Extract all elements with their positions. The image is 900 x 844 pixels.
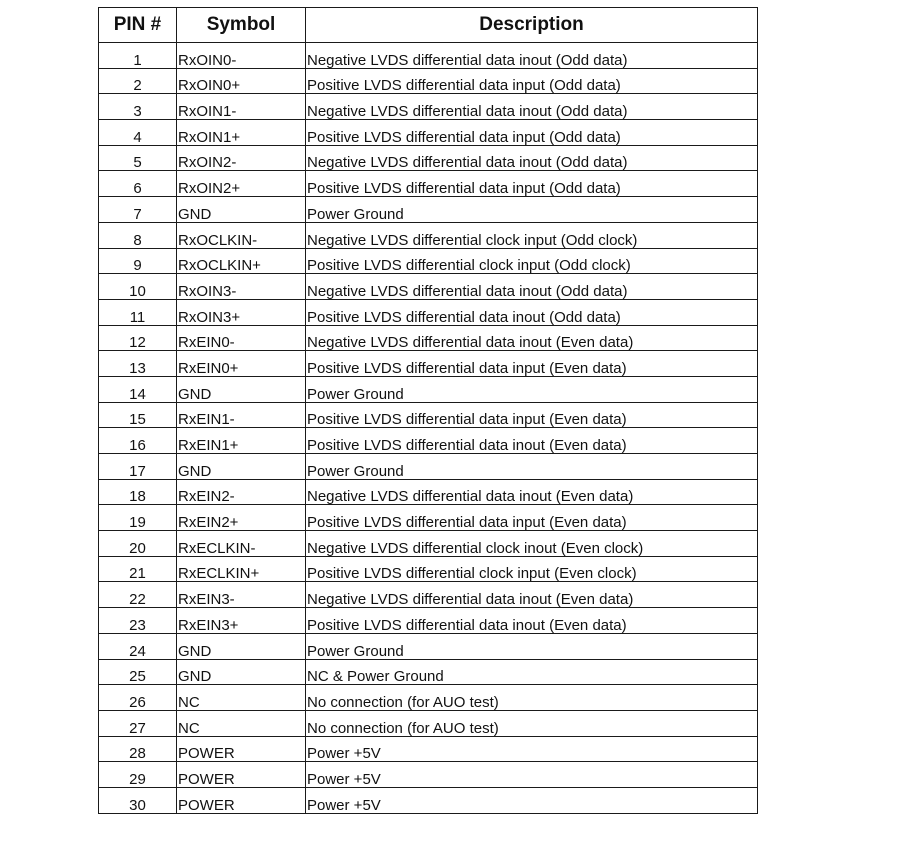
- table-row: [99, 248, 758, 274]
- pin-symbol: RxECLKIN-: [177, 531, 306, 557]
- header-symbol: Symbol: [177, 8, 306, 43]
- pin-description: Negative LVDS differential data inout (Even data): [306, 479, 758, 505]
- pin-description: Positive LVDS differential data inout (Even data): [306, 428, 758, 454]
- pin-description: Power Ground: [306, 376, 758, 402]
- header-row: [99, 8, 758, 43]
- table-row: [99, 659, 758, 685]
- pin-description: Negative LVDS differential data inout (Odd data): [306, 43, 758, 69]
- pin-number: 25: [99, 659, 177, 685]
- pin-description: Positive LVDS differential data input (Odd data): [306, 120, 758, 146]
- header-description: Description: [306, 8, 758, 43]
- table-row: [99, 402, 758, 428]
- pin-description: Positive LVDS differential data input (Odd data): [306, 171, 758, 197]
- pin-symbol: GND: [177, 659, 306, 685]
- pin-number: 28: [99, 736, 177, 762]
- table-row: [99, 505, 758, 531]
- table-row: [99, 325, 758, 351]
- table-row: [99, 43, 758, 69]
- table-row: [99, 274, 758, 300]
- pin-description: Power Ground: [306, 197, 758, 223]
- pin-number: 6: [99, 171, 177, 197]
- pin-symbol: GND: [177, 376, 306, 402]
- pin-number: 29: [99, 762, 177, 788]
- table-row: [99, 222, 758, 248]
- pin-description: Power +5V: [306, 787, 758, 813]
- pin-symbol: POWER: [177, 736, 306, 762]
- pin-number: 12: [99, 325, 177, 351]
- table-row: [99, 94, 758, 120]
- pin-symbol: RxOIN2-: [177, 145, 306, 171]
- pin-number: 18: [99, 479, 177, 505]
- pin-symbol: RxOIN3+: [177, 299, 306, 325]
- pin-symbol: RxOIN1-: [177, 94, 306, 120]
- table-row: [99, 685, 758, 711]
- pin-description: Positive LVDS differential data input (Even data): [306, 505, 758, 531]
- table-row: [99, 762, 758, 788]
- table-row: [99, 351, 758, 377]
- table-row: [99, 454, 758, 480]
- table-row: [99, 531, 758, 557]
- pin-description: Positive LVDS differential clock input (Even clock): [306, 556, 758, 582]
- pin-number: 19: [99, 505, 177, 531]
- pin-symbol: RxOIN1+: [177, 120, 306, 146]
- table-header: [99, 8, 758, 43]
- pin-number: 24: [99, 633, 177, 659]
- table-row: [99, 582, 758, 608]
- pin-number: 21: [99, 556, 177, 582]
- pin-symbol: NC: [177, 710, 306, 736]
- table-row: [99, 479, 758, 505]
- pin-description: Negative LVDS differential data inout (Even data): [306, 325, 758, 351]
- pin-assignment-table: [98, 7, 758, 814]
- pin-symbol: POWER: [177, 762, 306, 788]
- table-row: [99, 428, 758, 454]
- pin-description: Power +5V: [306, 736, 758, 762]
- pin-symbol: RxOCLKIN-: [177, 222, 306, 248]
- table-row: [99, 120, 758, 146]
- pin-number: 27: [99, 710, 177, 736]
- pin-number: 7: [99, 197, 177, 223]
- pin-number: 3: [99, 94, 177, 120]
- pin-symbol: RxEIN3+: [177, 608, 306, 634]
- table-row: [99, 68, 758, 94]
- pin-number: 22: [99, 582, 177, 608]
- pin-description: Positive LVDS differential data input (Even data): [306, 402, 758, 428]
- table-row: [99, 710, 758, 736]
- pin-description: Positive LVDS differential data input (Odd data): [306, 68, 758, 94]
- pin-number: 10: [99, 274, 177, 300]
- pin-description: Positive LVDS differential clock input (Odd clock): [306, 248, 758, 274]
- pin-symbol: RxOIN0-: [177, 43, 306, 69]
- pin-number: 11: [99, 299, 177, 325]
- table-row: [99, 376, 758, 402]
- pin-symbol: RxEIN1+: [177, 428, 306, 454]
- table-row: [99, 145, 758, 171]
- pin-number: 15: [99, 402, 177, 428]
- pin-number: 16: [99, 428, 177, 454]
- pin-number: 5: [99, 145, 177, 171]
- pin-symbol: RxOIN3-: [177, 274, 306, 300]
- pin-symbol: RxOIN0+: [177, 68, 306, 94]
- pin-number: 30: [99, 787, 177, 813]
- pin-symbol: RxEIN2+: [177, 505, 306, 531]
- pin-description: No connection (for AUO test): [306, 710, 758, 736]
- pin-number: 8: [99, 222, 177, 248]
- pin-number: 17: [99, 454, 177, 480]
- pin-description: Power Ground: [306, 454, 758, 480]
- table-row: [99, 197, 758, 223]
- pin-symbol: GND: [177, 633, 306, 659]
- pin-symbol: RxEIN0+: [177, 351, 306, 377]
- pin-symbol: GND: [177, 454, 306, 480]
- pin-number: 13: [99, 351, 177, 377]
- pin-symbol: RxOIN2+: [177, 171, 306, 197]
- pin-description: Power Ground: [306, 633, 758, 659]
- table-row: [99, 787, 758, 813]
- pin-description: Positive LVDS differential data inout (Even data): [306, 608, 758, 634]
- table-row: [99, 299, 758, 325]
- pin-symbol: NC: [177, 685, 306, 711]
- header-pin: PIN #: [99, 8, 177, 43]
- pin-description: NC & Power Ground: [306, 659, 758, 685]
- pin-number: 2: [99, 68, 177, 94]
- pin-number: 14: [99, 376, 177, 402]
- pin-symbol: RxEIN0-: [177, 325, 306, 351]
- pin-symbol: POWER: [177, 787, 306, 813]
- table-row: [99, 556, 758, 582]
- pin-number: 20: [99, 531, 177, 557]
- table-row: [99, 736, 758, 762]
- pin-description: Negative LVDS differential data inout (Odd data): [306, 274, 758, 300]
- pin-symbol: RxOCLKIN+: [177, 248, 306, 274]
- pin-symbol: RxECLKIN+: [177, 556, 306, 582]
- pin-symbol: RxEIN1-: [177, 402, 306, 428]
- pin-number: 26: [99, 685, 177, 711]
- pin-description: Negative LVDS differential clock input (Odd clock): [306, 222, 758, 248]
- pin-description: Negative LVDS differential data inout (Even data): [306, 582, 758, 608]
- table-row: [99, 633, 758, 659]
- pin-description: Negative LVDS differential data inout (Odd data): [306, 94, 758, 120]
- pin-description: Positive LVDS differential data input (Even data): [306, 351, 758, 377]
- pin-description: Power +5V: [306, 762, 758, 788]
- table-body: [99, 43, 758, 814]
- pin-symbol: RxEIN3-: [177, 582, 306, 608]
- table-row: [99, 608, 758, 634]
- pin-description: Negative LVDS differential clock inout (Even clock): [306, 531, 758, 557]
- pin-symbol: RxEIN2-: [177, 479, 306, 505]
- pin-number: 9: [99, 248, 177, 274]
- pin-description: No connection (for AUO test): [306, 685, 758, 711]
- pin-symbol: GND: [177, 197, 306, 223]
- pin-number: 4: [99, 120, 177, 146]
- table-row: [99, 171, 758, 197]
- pin-number: 1: [99, 43, 177, 69]
- pin-description: Positive LVDS differential data inout (Odd data): [306, 299, 758, 325]
- pin-description: Negative LVDS differential data inout (Odd data): [306, 145, 758, 171]
- pin-number: 23: [99, 608, 177, 634]
